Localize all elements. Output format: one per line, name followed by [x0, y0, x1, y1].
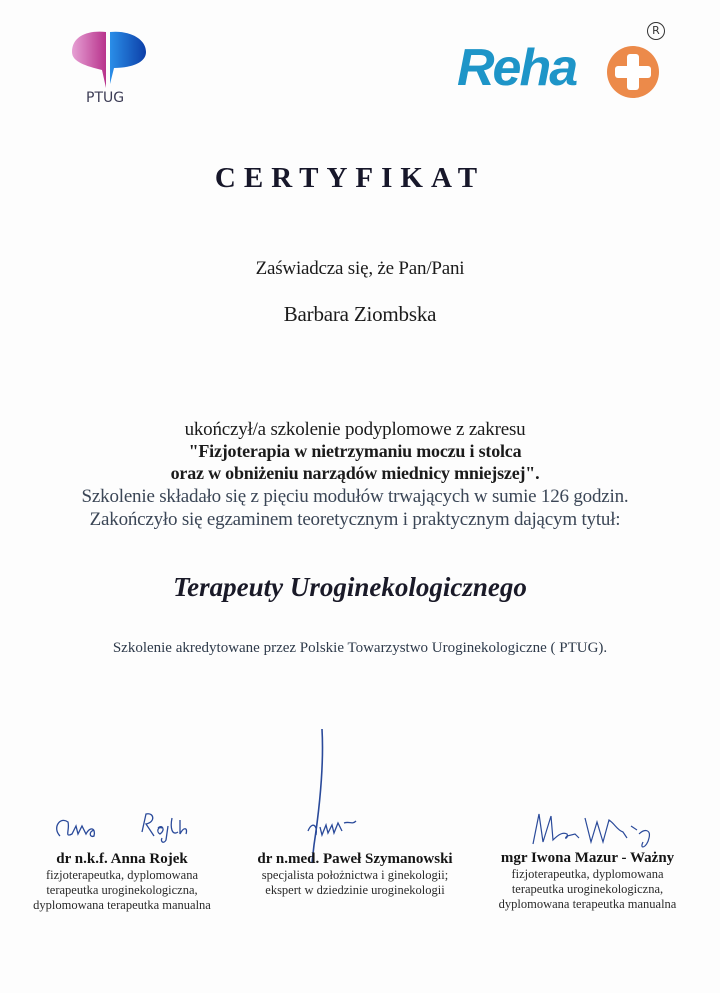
signatory-anna-rojek: [12, 851, 232, 913]
course-title-line-2: oraz w obniżeniu narządów miednicy mniejszej".: [170, 463, 540, 483]
ptug-label: PTUG: [86, 90, 125, 106]
signature-pawel-szymanowski: [300, 725, 370, 865]
intro-text: Zaświadcza się, że Pan/Pani: [255, 258, 465, 279]
recipient-name: Barbara Ziombska: [283, 302, 437, 326]
body-line-1: ukończył/a szkolenie podyplomowe z zakresu: [184, 419, 526, 440]
certificate-title: CERTYFIKAT: [214, 162, 486, 194]
degree-title: Terapeuty Uroginekologicznego: [173, 572, 527, 602]
body-line-4: Szkolenie składało się z pięciu modułów trwających w sumie 126 godzin.: [81, 486, 629, 507]
signatory-pawel-szymanowski: [240, 851, 470, 898]
signatory-desc-line: terapeutka uroginekologiczna,: [511, 882, 664, 896]
accreditation-text: Szkolenie akredytowane przez Polskie Towarzystwo Uroginekologiczne ( PTUG).: [112, 640, 608, 656]
signatory-name: mgr Iwona Mazur - Ważny: [500, 850, 675, 866]
reha-logo-text: Reha: [457, 39, 577, 97]
body-line-5: Zakończyło się egzaminem teoretycznym i praktycznym dającym tytuł:: [89, 509, 621, 530]
signatory-desc-line: terapeutka uroginekologiczna,: [46, 883, 198, 897]
plus-circle-icon: [603, 42, 663, 102]
signatory-iwona-mazur-wazny: [480, 850, 695, 912]
signatory-desc-line: fizjoterapeutka, dyplomowana: [511, 867, 664, 881]
reha-plus-logo: [455, 22, 675, 102]
ptug-logo-mark: [66, 28, 150, 90]
registered-mark: [647, 22, 665, 40]
signatory-desc-line: specjalista położnictwa i ginekologii;: [261, 868, 449, 882]
signatory-desc-line: dyplomowana terapeutka manualna: [33, 898, 211, 912]
signatory-desc-line: fizjoterapeutka, dyplomowana: [45, 868, 199, 882]
registered-mark-letter: R: [652, 24, 660, 37]
course-title-line-1: "Fizjoterapia w nietrzymaniu moczu i stolca: [188, 441, 522, 461]
signatory-name: dr n.med. Paweł Szymanowski: [257, 851, 453, 867]
signatory-desc-line: dyplomowana terapeutka manualna: [498, 897, 677, 911]
ptug-logo: [66, 28, 150, 108]
signatory-desc-line: ekspert w dziedzinie uroginekologii: [265, 883, 445, 897]
signature-anna-rojek: [50, 808, 200, 848]
signatory-name: dr n.k.f. Anna Rojek: [56, 851, 188, 867]
